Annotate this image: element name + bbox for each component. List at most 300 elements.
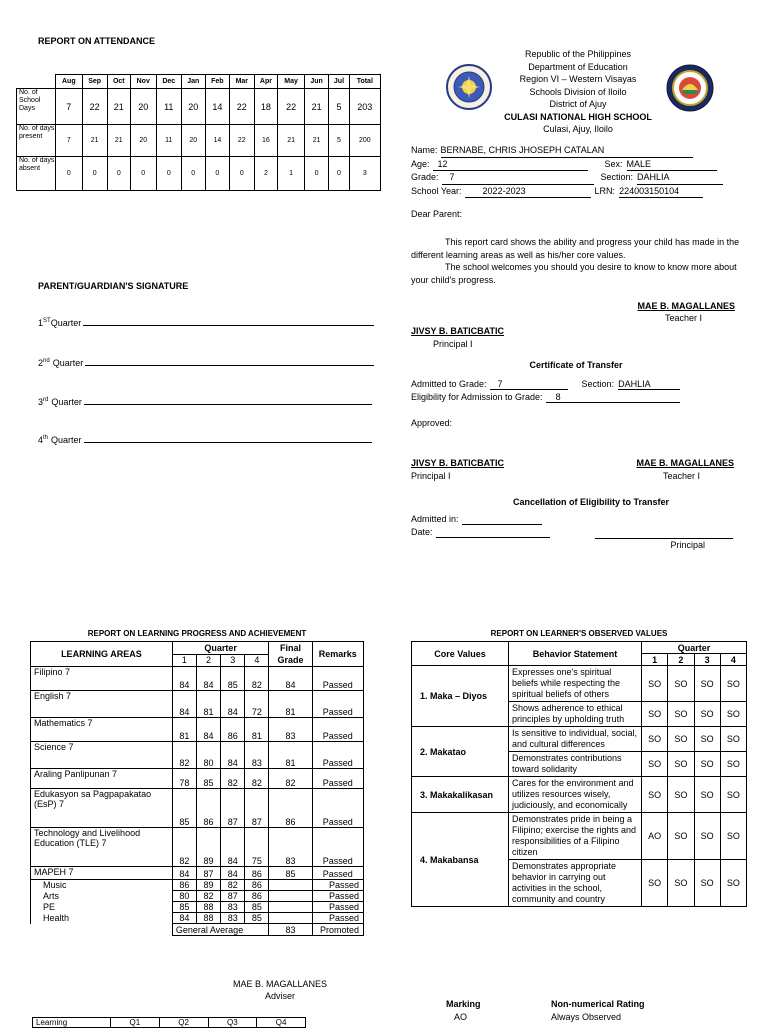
month-header: Jan <box>181 75 205 89</box>
quarter-sup: nd <box>43 358 50 364</box>
sy-row <box>411 185 741 199</box>
admitted-label: Admitted to Grade: <box>411 379 487 389</box>
grade-cell: 82 <box>245 769 269 789</box>
grade-cell: 87 <box>245 789 269 828</box>
grade-cell: 86 <box>245 891 269 902</box>
quarter-num: 1 <box>38 318 44 328</box>
mapeh-row <box>31 902 364 913</box>
cancel-admitted-line[interactable] <box>462 514 542 525</box>
eligibility-label: Eligibility for Admission to Grade: <box>411 392 543 402</box>
mapeh-row <box>31 891 364 902</box>
q-header: 1 <box>172 654 196 667</box>
sex-label: Sex: <box>604 158 623 169</box>
grade-cell: 82 <box>196 891 220 902</box>
rating-cell: SO <box>720 666 746 702</box>
bottom-q: Q2 <box>159 1018 208 1028</box>
quarter-num: 2 <box>38 358 44 368</box>
avg-remarks: Promoted <box>312 924 364 936</box>
grade-cell: 86 <box>196 789 220 828</box>
q-header: 4 <box>245 654 269 667</box>
grade-row <box>411 171 741 185</box>
cell: 200 <box>349 125 380 157</box>
final-header: Final Grade <box>269 642 312 667</box>
cancel-admitted-label: Admitted in: <box>411 514 459 524</box>
rating-cell: SO <box>642 752 668 777</box>
core-value: 1. Maka – Diyos <box>412 666 509 727</box>
rating-cell: SO <box>668 813 694 860</box>
student-sex: MALE <box>627 158 717 172</box>
grade-cell: 80 <box>172 891 196 902</box>
rating-cell: SO <box>642 860 668 907</box>
remarks-cell: Passed <box>312 867 364 880</box>
rating-cell: SO <box>694 666 720 702</box>
rating-cell: SO <box>720 777 746 813</box>
cell: 18 <box>254 89 278 125</box>
month-header: Dec <box>156 75 181 89</box>
cell: 0 <box>56 157 83 191</box>
cell: 0 <box>130 157 156 191</box>
cell: 22 <box>230 89 254 125</box>
header-line: Republic of the Philippines <box>524 49 632 59</box>
rating-cell: SO <box>668 752 694 777</box>
row-label: No. of days absent <box>17 157 56 191</box>
teacher-name: MAE B. MAGALLANES <box>637 301 735 311</box>
mapeh-row <box>31 913 364 924</box>
school-seal-icon <box>666 64 714 112</box>
cell: 22 <box>278 89 305 125</box>
core-value: 4. Makabansa <box>412 813 509 907</box>
rating-cell: SO <box>720 702 746 727</box>
mapeh-area: PE <box>31 902 173 913</box>
transfer-admitted-row <box>411 379 741 390</box>
rating-cell: AO <box>642 813 668 860</box>
cell: 0 <box>304 157 328 191</box>
grade-cell: 80 <box>196 742 220 769</box>
behavior-statement: Expresses one's spiritual beliefs while respecting the spiritual beliefs of others <box>509 666 642 702</box>
avg-label: General Average <box>172 924 269 936</box>
final-grade: 83 <box>269 718 312 742</box>
cell: 21 <box>278 125 305 157</box>
signature-title: PARENT/GUARDIAN'S SIGNATURE <box>38 281 189 291</box>
cell: 5 <box>329 89 349 125</box>
grade-cell: 84 <box>172 667 196 691</box>
grade-cell: 86 <box>172 880 196 891</box>
behavior-header: Behavior Statement <box>509 642 642 666</box>
cell: 3 <box>349 157 380 191</box>
grade-cell: 75 <box>245 828 269 867</box>
grade-cell: 87 <box>221 789 245 828</box>
grade-cell: 81 <box>196 691 220 718</box>
behavior-statement: Demonstrates pride in being a Filipino; exercise the rights and responsibilities of a Filipino citizen <box>509 813 642 860</box>
signature-line <box>83 318 374 326</box>
cell: 20 <box>130 89 156 125</box>
cell: 203 <box>349 89 380 125</box>
cancel-principal-line[interactable] <box>595 537 733 539</box>
grade-cell: 86 <box>245 880 269 891</box>
grade-cell: 81 <box>172 718 196 742</box>
header-line: Department of Education <box>528 61 628 72</box>
rating-cell: SO <box>668 702 694 727</box>
progress-rows <box>31 667 364 880</box>
header-line: Region VI – Western Visayas <box>519 74 637 84</box>
final-grade: 81 <box>269 742 312 769</box>
behavior-statement: Shows adherence to ethical principles by upholding truth <box>509 702 642 727</box>
grade-cell: 83 <box>245 742 269 769</box>
learning-area: Technology and Livelihood Education (TLE) 7 <box>31 828 173 867</box>
grade-cell: 84 <box>221 742 245 769</box>
q-header: 2 <box>196 654 220 667</box>
grade-row <box>31 667 364 691</box>
remarks-cell: Passed <box>312 769 364 789</box>
school-address: Culasi, Ajuy, Iloilo <box>543 124 613 134</box>
final-grade <box>269 891 312 902</box>
remarks-cell: Passed <box>312 718 364 742</box>
bottom-table <box>32 1017 306 1028</box>
cell: 21 <box>107 125 130 157</box>
bottom-q: Q1 <box>111 1018 160 1028</box>
learning-area: MAPEH 7 <box>31 867 173 880</box>
signature-line-q3[interactable] <box>38 397 372 407</box>
section-label: Section: <box>600 172 634 182</box>
name-label: Name: <box>411 145 438 155</box>
grade-row <box>31 789 364 828</box>
cell: 0 <box>181 157 205 191</box>
grade-cell: 82 <box>221 769 245 789</box>
rating-cell: SO <box>668 666 694 702</box>
final-grade: 86 <box>269 789 312 828</box>
signature-line-q4[interactable] <box>38 435 372 445</box>
values-rows <box>412 666 747 907</box>
grade-cell: 78 <box>172 769 196 789</box>
cell: 16 <box>254 125 278 157</box>
learning-area: Filipino 7 <box>31 667 173 691</box>
month-header: Total <box>349 75 380 89</box>
quarter-sup: ST <box>43 318 51 324</box>
cell: 7 <box>56 125 83 157</box>
signature-line <box>84 397 372 405</box>
attendance-table <box>16 74 381 191</box>
rating-cell: SO <box>694 777 720 813</box>
cell: 21 <box>107 89 130 125</box>
grade-cell: 84 <box>221 828 245 867</box>
month-header: Aug <box>56 75 83 89</box>
transfer-principal-name: JIVSY B. BATICBATIC <box>411 458 505 468</box>
core-value: 2. Makatao <box>412 727 509 777</box>
signature-line-q2[interactable] <box>38 358 374 368</box>
transfer-eligibility-row <box>411 392 741 403</box>
transfer-teacher-name: MAE B. MAGALLANES <box>636 458 734 468</box>
cell: 21 <box>304 89 328 125</box>
header-line: Schools Division of Iloilo <box>529 86 627 97</box>
final-grade <box>269 902 312 913</box>
remarks-cell: Passed <box>312 667 364 691</box>
grade-cell: 86 <box>245 867 269 880</box>
month-header: May <box>278 75 305 89</box>
grade-cell: 88 <box>196 913 220 924</box>
grade-cell: 89 <box>196 880 220 891</box>
quarter-sup: th <box>43 435 49 441</box>
cell: 20 <box>130 125 156 157</box>
grade-cell: 84 <box>221 691 245 718</box>
grade-cell: 87 <box>221 891 245 902</box>
principal-name: JIVSY B. BATICBATIC <box>411 326 505 336</box>
remarks-cell: Passed <box>312 789 364 828</box>
values-row <box>412 727 747 752</box>
month-header: Apr <box>254 75 278 89</box>
cell: 0 <box>205 157 229 191</box>
quarter-word: Quarter <box>50 318 82 328</box>
rating-cell: SO <box>720 752 746 777</box>
cancel-date-line[interactable] <box>436 527 550 538</box>
cell: 5 <box>329 125 349 157</box>
general-average-row <box>31 924 364 936</box>
cell: 14 <box>205 89 229 125</box>
remarks-cell: Passed <box>312 691 364 718</box>
attendance-title: REPORT ON ATTENDANCE <box>38 36 155 46</box>
deped-seal-icon <box>446 64 492 110</box>
transfer-title: Certificate of Transfer <box>529 360 623 370</box>
lrn-label: LRN: <box>594 185 616 196</box>
grade-cell: 84 <box>196 718 220 742</box>
bottom-q: Q4 <box>257 1018 306 1028</box>
month-header: Oct <box>107 75 130 89</box>
grade-cell: 89 <box>196 828 220 867</box>
behavior-statement: Is sensitive to individual, social, and cultural differences <box>509 727 642 752</box>
signature-line <box>85 358 374 366</box>
month-header: Jul <box>329 75 349 89</box>
rating-cell: SO <box>694 752 720 777</box>
month-header: Jun <box>304 75 328 89</box>
progress-title: REPORT ON LEARNING PROGRESS AND ACHIEVEMENT <box>87 629 307 638</box>
final-grade: 84 <box>269 667 312 691</box>
grade-cell: 88 <box>196 902 220 913</box>
values-title: REPORT ON LEARNER'S OBSERVED VALUES <box>490 629 668 638</box>
cell: 20 <box>181 89 205 125</box>
cell: 22 <box>230 125 254 157</box>
school-header <box>490 48 666 136</box>
mapeh-area: Health <box>31 913 173 924</box>
grade-cell: 83 <box>221 902 245 913</box>
transfer-section: DAHLIA <box>618 379 680 390</box>
learning-area: Mathematics 7 <box>31 718 173 742</box>
rating-cell: SO <box>642 777 668 813</box>
grade-cell: 84 <box>172 691 196 718</box>
principal-title: Principal I <box>433 339 473 349</box>
final-grade: 82 <box>269 769 312 789</box>
cell: 0 <box>107 157 130 191</box>
rating-cell: SO <box>668 860 694 907</box>
grade-cell: 82 <box>172 742 196 769</box>
cell: 0 <box>230 157 254 191</box>
rating-cell: SO <box>694 813 720 860</box>
adviser-title: Adviser <box>264 991 295 1001</box>
rating-cell: SO <box>694 702 720 727</box>
letter-body <box>411 236 741 286</box>
student-lrn: 224003150104 <box>619 185 703 199</box>
grade-cell: 85 <box>245 913 269 924</box>
final-grade: 83 <box>269 828 312 867</box>
cancellation-title: Cancellation of Eligibility to Transfer <box>512 497 670 507</box>
cell: 2 <box>254 157 278 191</box>
age-label: Age: <box>411 158 430 169</box>
adviser-block <box>210 978 350 1002</box>
mapeh-area: Music <box>31 880 173 891</box>
student-section: DAHLIA <box>637 171 723 185</box>
signature-line <box>84 435 372 443</box>
final-grade <box>269 880 312 891</box>
grade-row <box>31 769 364 789</box>
cell: 20 <box>181 125 205 157</box>
avg-value: 83 <box>269 924 312 936</box>
mapeh-rows <box>31 880 364 924</box>
rating-cell: SO <box>694 727 720 752</box>
month-header: Sep <box>82 75 107 89</box>
grade-cell: 82 <box>221 880 245 891</box>
row-label: No. of School Days <box>17 89 56 125</box>
approved-label: Approved: <box>411 418 453 428</box>
cell: 11 <box>156 125 181 157</box>
remarks-cell: Passed <box>312 913 364 924</box>
quarter-num: 3 <box>38 397 44 407</box>
learning-area: Science 7 <box>31 742 173 769</box>
grade-row <box>31 867 364 880</box>
rating-cell: SO <box>668 777 694 813</box>
remarks-cell: Passed <box>312 742 364 769</box>
cell: 11 <box>156 89 181 125</box>
rating-ao: Always Observed <box>551 1012 622 1022</box>
transfer-teacher-title: Teacher I <box>662 471 700 481</box>
grade-cell: 82 <box>172 828 196 867</box>
transfer-principal-title: Principal I <box>411 471 451 481</box>
grade-row <box>31 828 364 867</box>
values-row <box>412 666 747 702</box>
mapeh-area: Arts <box>31 891 173 902</box>
core-value: 3. Makakalikasan <box>412 777 509 813</box>
salutation: Dear Parent: <box>411 209 463 219</box>
remarks-cell: Passed <box>312 891 364 902</box>
signature-line-q1[interactable] <box>38 318 374 328</box>
grade-cell: 84 <box>172 867 196 880</box>
progress-table <box>30 641 364 936</box>
quarter-word: Quarter <box>52 358 84 368</box>
final-grade <box>269 913 312 924</box>
grade-cell: 82 <box>245 667 269 691</box>
values-row <box>412 813 747 860</box>
final-grade: 85 <box>269 867 312 880</box>
q-header: 2 <box>668 654 694 666</box>
cell: 1 <box>278 157 305 191</box>
cell: 0 <box>329 157 349 191</box>
grade-cell: 85 <box>245 902 269 913</box>
month-header: Mar <box>230 75 254 89</box>
letter-paragraph: The school welcomes you should you desire to know to know more about your child's progress. <box>411 262 737 285</box>
q-header: 3 <box>221 654 245 667</box>
letter-paragraph: This report card shows the ability and progress your child has made in the different learning areas as well as his/her core values. <box>411 237 740 260</box>
marking-label: Marking <box>446 999 481 1009</box>
sy-label: School Year: <box>411 185 462 196</box>
grade-cell: 83 <box>221 913 245 924</box>
adviser-name: MAE B. MAGALLANES <box>232 979 328 989</box>
grade-cell: 86 <box>221 718 245 742</box>
remarks-cell: Passed <box>312 880 364 891</box>
cell: 21 <box>304 125 328 157</box>
learning-area: English 7 <box>31 691 173 718</box>
remarks-cell: Passed <box>312 828 364 867</box>
header-line: District of Ajuy <box>549 99 607 109</box>
marking-ao: AO <box>454 1012 468 1022</box>
school-year: 2022-2023 <box>465 185 591 199</box>
values-table <box>411 641 747 907</box>
behavior-statement: Demonstrates contributions toward solidarity <box>509 752 642 777</box>
student-name: BERNABE, CHRIS JHOSEPH CATALAN <box>441 144 693 158</box>
age-row <box>411 158 741 172</box>
grade-cell: 84 <box>172 913 196 924</box>
teacher-title: Teacher I <box>664 313 702 323</box>
remarks-header: Remarks <box>312 642 364 667</box>
rating-label: Non-numerical Rating <box>551 999 645 1009</box>
admitted-grade: 7 <box>490 379 568 390</box>
grade-row <box>31 742 364 769</box>
learning-area: Araling Panlipunan 7 <box>31 769 173 789</box>
rating-cell: SO <box>668 727 694 752</box>
behavior-statement: Cares for the environment and utilizes resources wisely, judiciously, and economically <box>509 777 642 813</box>
name-row <box>411 144 741 158</box>
rating-cell: SO <box>720 727 746 752</box>
cancel-admitted-row <box>411 514 542 525</box>
cell: 0 <box>156 157 181 191</box>
rating-cell: SO <box>720 860 746 907</box>
grade-label: Grade: <box>411 172 439 182</box>
quarter-word: Quarter <box>51 397 82 407</box>
cell: 0 <box>82 157 107 191</box>
student-info <box>411 144 741 198</box>
rating-cell: SO <box>720 813 746 860</box>
final-grade: 81 <box>269 691 312 718</box>
month-header: Feb <box>205 75 229 89</box>
grade-cell: 84 <box>221 867 245 880</box>
grade-cell: 72 <box>245 691 269 718</box>
bottom-learning: Learning <box>33 1018 111 1028</box>
cell: 7 <box>56 89 83 125</box>
grade-cell: 85 <box>172 789 196 828</box>
cancel-principal-label: Principal <box>670 540 705 550</box>
quarter-sup: rd <box>43 397 49 403</box>
rating-cell: SO <box>642 666 668 702</box>
cancel-date-row <box>411 527 550 538</box>
grade-cell: 84 <box>196 667 220 691</box>
month-header: Nov <box>130 75 156 89</box>
grade-row <box>31 691 364 718</box>
cell: 14 <box>205 125 229 157</box>
grade-cell: 85 <box>196 769 220 789</box>
quarter-header: Quarter <box>172 642 269 655</box>
behavior-statement: Demonstrates appropriate behavior in carrying out activities in the school, community and country <box>509 860 642 907</box>
grade-cell: 87 <box>196 867 220 880</box>
learning-area: Edukasyon sa Pagpapakatao (EsP) 7 <box>31 789 173 828</box>
rating-cell: SO <box>694 860 720 907</box>
values-quarter-header: Quarter <box>642 642 747 654</box>
school-name: CULASI NATIONAL HIGH SCHOOL <box>504 111 652 122</box>
core-header: Core Values <box>412 642 509 666</box>
q-header: 3 <box>694 654 720 666</box>
row-label: No. of days present <box>17 125 56 157</box>
student-grade: 7 <box>442 171 594 185</box>
rating-cell: SO <box>642 702 668 727</box>
bottom-q: Q3 <box>208 1018 257 1028</box>
quarter-num: 4 <box>38 435 44 445</box>
q-header: 4 <box>720 654 746 666</box>
values-row <box>412 777 747 813</box>
